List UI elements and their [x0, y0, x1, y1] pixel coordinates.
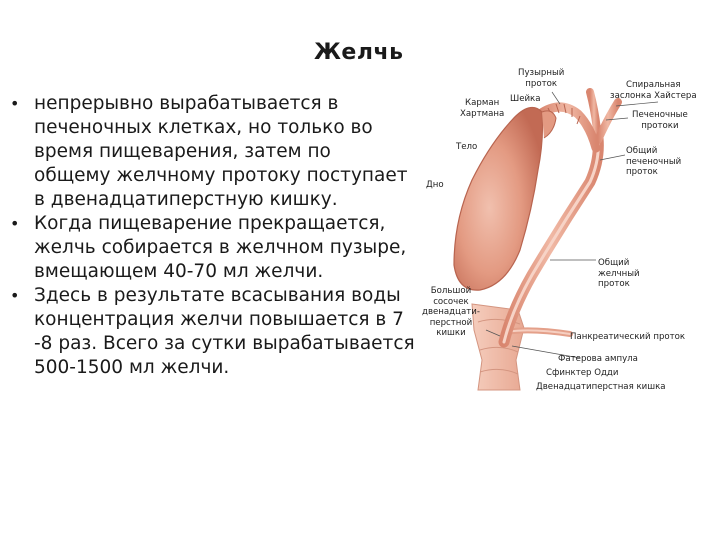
label-line: Хартмана	[460, 108, 505, 119]
label-line: проток	[525, 78, 558, 89]
label-line: перстной	[429, 317, 473, 328]
label-major-papilla	[422, 286, 480, 339]
label-oddi-sphincter: Сфинктер Одди	[546, 368, 619, 378]
bullet-line: Здесь в результате всасывания воды	[34, 285, 401, 306]
label-line: Большой	[430, 286, 472, 296]
label-common-bile-duct	[598, 258, 640, 290]
label-cystic-duct	[518, 68, 564, 89]
bullet-line: печеночных клетках, но только во	[34, 117, 373, 138]
bullet-line: вмещающем 40-70 мл желчи.	[34, 261, 324, 282]
bullet-line: время пищеварения, затем по	[34, 141, 331, 162]
bullet-line: 500-1500 мл желчи.	[34, 357, 230, 378]
bullet-line: в двенадцатиперстную кишку.	[34, 189, 338, 210]
label-hepatic-ducts	[632, 110, 688, 131]
bullet-marker: •	[10, 214, 20, 233]
bullet-item-2	[6, 212, 436, 284]
label-line: Общий	[626, 146, 658, 156]
hepatic-duct-right	[598, 102, 618, 140]
label-line: желчный	[598, 268, 640, 279]
bullet-marker: •	[10, 94, 20, 113]
label-line: проток	[598, 279, 630, 289]
label-hartmann-pouch	[460, 98, 504, 119]
bullet-line: концентрация желчи повышается в 7	[34, 309, 404, 330]
label-duodenum: Двенадцатиперстная кишка	[536, 382, 666, 392]
label-line: проток	[626, 167, 658, 177]
label-common-hepatic-duct	[626, 146, 681, 178]
gallbladder-diagram	[420, 60, 720, 400]
bullet-item-3	[6, 284, 436, 380]
label-vater-ampulla: Фатерова ампула	[558, 354, 638, 364]
bullet-line: непрерывно вырабатывается в	[34, 93, 339, 114]
label-fundus: Дно	[426, 180, 444, 190]
label-line: сосочек	[433, 296, 469, 307]
label-body: Тело	[456, 142, 478, 152]
label-line: Печеночные	[632, 110, 688, 120]
label-line: протоки	[641, 120, 679, 131]
label-line: кишки	[436, 328, 466, 338]
label-line: заслонка Хайстера	[610, 90, 697, 101]
label-spiral-valve	[610, 80, 697, 101]
bullet-item-1	[6, 92, 436, 212]
label-line: печеночный	[626, 156, 682, 167]
bullet-list	[6, 92, 436, 380]
bullet-marker: •	[10, 286, 20, 305]
label-line: Карман	[465, 98, 500, 108]
label-neck: Шейка	[510, 94, 541, 104]
bullet-line: общему желчному протоку поступает	[34, 165, 408, 186]
label-line: Общий	[598, 258, 630, 268]
bullet-line: -8 раз. Всего за сутки вырабатывается	[34, 333, 415, 354]
bullet-line: Когда пищеварение прекращается,	[34, 213, 386, 234]
label-line: двенадцати-	[422, 307, 480, 317]
label-line: Спиральная	[626, 80, 681, 90]
gallbladder-shape	[454, 108, 543, 291]
label-pancreatic-duct: Панкреатический проток	[570, 332, 686, 342]
hartmann-pouch-shape	[542, 111, 556, 138]
bullet-line: желчь собирается в желчном пузыре,	[34, 237, 407, 258]
label-line: Пузырный	[518, 68, 565, 78]
slide-title: Желчь	[314, 40, 404, 65]
